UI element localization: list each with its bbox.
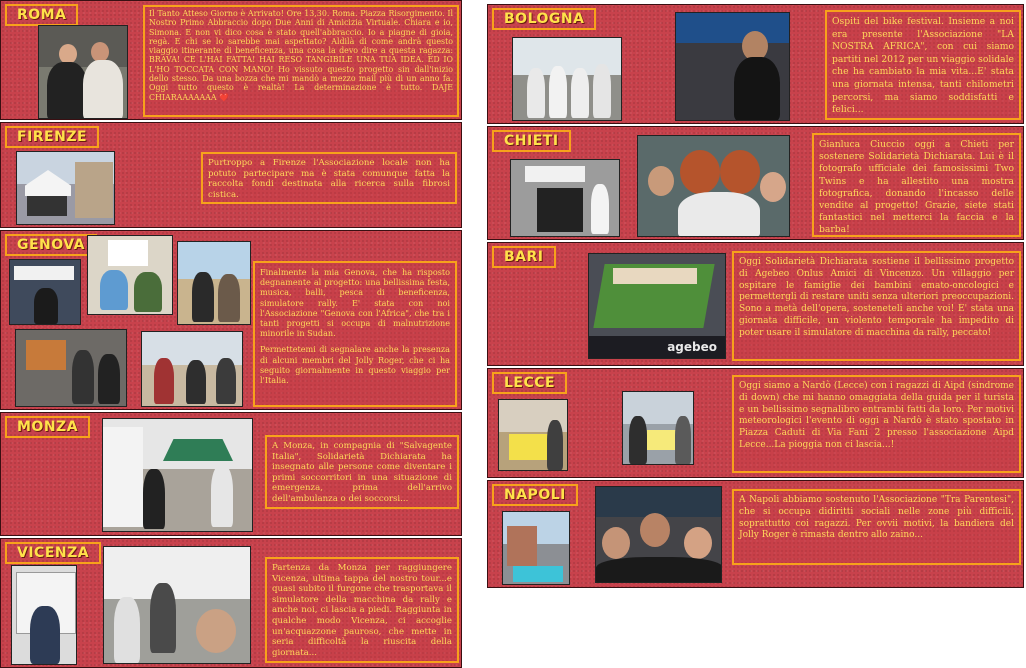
photo-roma [38,25,128,119]
photo-chieti-2 [637,135,790,237]
text-chieti-content: Gianluca Ciuccio oggi a Chieti per sostenere Solidarietà Dichiarata. Lui è il fotografo ufficiale dei famosissimi Two Twins e ha allestito una mostra fotografica, donando l'incasso delle vendite al progetto! Grazie, siete stati fantastici nel metterci la faccia e la barba! [819,139,1014,236]
city-title-napoli: NAPOLI [492,484,578,506]
city-title-roma: ROMA [5,4,78,26]
text-napoli-content: A Napoli abbiamo sostenuto l'Associazione "Tra Parentesi", che si occupa didiritti sociali nelle zone più difficili, soprattutto coi ragazzi. Per ovvii motivi, la bandiera del Jolly Roger è rimasta dentro allo zaino... [739,495,1014,541]
left-page [0,0,462,668]
text-bologna-content: Ospiti del bike festival. Insieme a noi era presente l'Associazione "LA NOSTRA AFRICA", con cui siamo partiti nel 2012 per un viaggio solidale che ha cambiato la mia vita...E' stata una giornata intensa, tanti chilometri percorsi, ma siamo soddisfatti e felici... [832,16,1014,116]
text-genova-paragraph-1: Finalmente la mia Genova, che ha risposto degnamente al progetto: una bellissima festa, musica, balli, pesca di beneficenza, simulatore rally. E' stata con noi l'Associazione "Genova con l'Africa", che tra i tanti progetti si occupa di malnutrizione minorile in Sudan. [260,267,450,339]
photo-genova-4 [15,329,127,407]
photo-genova-1 [9,259,81,325]
city-title-vicenza: VICENZA [5,542,101,564]
photo-vicenza-2 [103,546,251,664]
text-genova-paragraph-2: Permettetemi di segnalare anche la presenza di alcuni membri del Jolly Roger, che ci ha seguito giornalmente in questo viaggio per l'Italia. [260,344,450,386]
section-bologna [487,4,1024,124]
photo-firenze [16,151,115,225]
city-title-bari: BARI [492,246,556,268]
text-firenze [201,152,457,204]
text-roma [143,5,459,117]
section-napoli [487,480,1024,588]
photo-genova-3 [177,241,251,325]
photo-bologna-2 [675,12,790,121]
photo-genova-5 [141,331,243,407]
city-title-monza: MONZA [5,416,90,438]
city-title-chieti: CHIETI [492,130,571,152]
photo-napoli-1 [502,511,570,585]
photo-chieti-1 [510,159,620,237]
text-vicenza [265,557,459,663]
text-napoli [732,489,1021,565]
text-bologna [825,10,1021,120]
text-lecce-content: Oggi siamo a Nardò (Lecce) con i ragazzi di Aipd (sindrome di down) che mi hanno omaggiata della guida per il turista e un bellissimo segnalibro entrambi fatti da loro. Per motivi meteorologici l'evento di oggi a Nardò è stato spostato in Piazza Caduti di Via Fani 2 presso l'associazione Aipd Lecce...La pioggia non ci lascia...! [739,381,1014,450]
city-title-lecce: LECCE [492,372,567,394]
section-vicenza [0,538,462,668]
right-page [487,4,1024,588]
photo-monza [102,418,253,532]
city-title-bologna: BOLOGNA [492,8,596,30]
photo-genova-2 [87,235,173,315]
text-lecce [732,375,1021,473]
text-vicenza-content: Partenza da Monza per raggiungere Vicenza, ultima tappa del nostro tour...e quasi subito il furgone che trasportava il simulatore della macchina da rally e anche noi, ci lascia a piedi. Raggiunta in qualche modo Vicenza, ci accoglie un'acquazzone pauroso, che mette in seria difficoltà la riuscita della giornata... [272,563,452,658]
text-firenze-content: Purtroppo a Firenze l'Associazione locale non ha potuto partecipare ma è stata comunque fatta la raccolta fondi destinata alla ricerca sulla fibrosi cistica. [208,158,450,200]
photo-bologna-1 [512,37,622,121]
text-roma-content: Il Tanto Atteso Giorno è Arrivato! Ore 13,30. Roma. Piazza Risorgimento. Il Nostro Primo Abbraccio dopo Due Anni di Amicizia Virtuale. Chiara e io, Simona. E non vi dico cosa è stato quell'abbraccio. Io a piagne di gioia, regà. E chi se lo sarebbe mai aspettato? Aldilà di come andrà questo viaggio itinerante di beneficenza, una cosa la devo dire a questa ragazza: BRAVA! CE L'HAI FATTA! HAI RESO TANGIBILE UNA TUA IDEA. ED IO L'HO TOCCATA CON MANO! Ho vissuto questo progetto sin dall'inizio dello stesso. Da una bozza che mi mandò a mezzo mail più di un anno fa. Oggi tutto questo è realtà! La determinazione è tutto. DAJE CHIARAAAAAAA ❤️ [149,9,453,102]
photo-napoli-2 [595,486,722,583]
section-roma [0,0,462,120]
section-chieti [487,126,1024,240]
photo-bari [588,253,726,359]
text-genova [253,261,457,407]
photo-lecce-2 [622,391,694,465]
text-bari-content: Oggi Solidarietà Dichiarata sostiene il bellissimo progetto di Agebeo Onlus Amici di Vincenzo. Un villaggio per ospitare le famiglie dei bambini emato-oncologici e permettergli di restare uniti senza ulteriori preoccupazioni. Sono a metà dell'opera, sosteneteli anche voi! E' stata una giornata difficile, un violento temporale ha impedito di poter usare il simulatore di macchina da rally, peccato! [739,257,1014,338]
section-monza [0,412,462,536]
section-genova [0,230,462,410]
photo-vicenza-1 [11,565,77,665]
text-bari [732,251,1021,361]
text-monza-content: A Monza, in compagnia di "Salvagente Italia", Solidarietà Dichiarata ha insegnato alle persone come diventare i primi soccorritori in una situazione di emergenza, prima dell'arrivo dell'ambulanza o dei soccorsi... [272,441,452,504]
section-lecce [487,368,1024,478]
section-firenze [0,122,462,228]
text-monza [265,435,459,509]
section-bari [487,242,1024,366]
city-title-firenze: FIRENZE [5,126,99,148]
photo-bari-caption: agebeo [667,340,717,354]
text-chieti [812,133,1021,237]
city-title-genova: GENOVA [5,234,97,256]
photo-lecce-1 [498,399,568,471]
